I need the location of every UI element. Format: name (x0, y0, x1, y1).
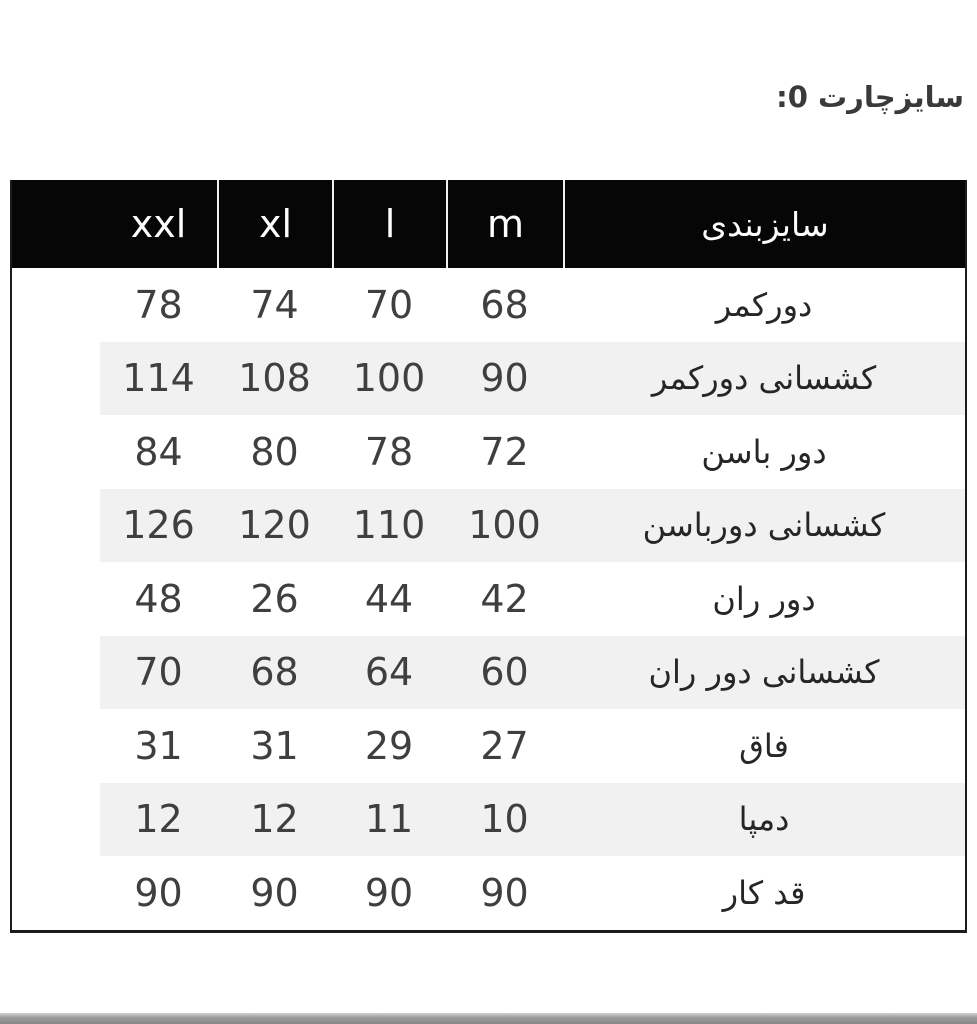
header-cell-l: l (332, 180, 446, 268)
cell-l: 64 (332, 636, 446, 710)
cell-xxl: 126 (100, 489, 217, 563)
row-label: دور ران (712, 579, 816, 618)
cell-xxl: 78 (134, 282, 183, 327)
row-label: کشسانی دورباسن (563, 489, 965, 563)
cell-m: 90 (480, 870, 529, 915)
cell-xl: 31 (250, 723, 299, 768)
cell-xl: 90 (250, 870, 299, 915)
row-label: قد کار (722, 873, 806, 912)
table-row (12, 709, 965, 783)
row-gutter (12, 636, 100, 710)
row-gutter (12, 268, 100, 342)
cell-l: 90 (364, 870, 414, 915)
table-row (12, 636, 965, 710)
page-title: سایزچارت 0: (776, 80, 964, 114)
size-chart-table (10, 180, 967, 933)
cell-m: 100 (446, 489, 563, 563)
table-row (12, 415, 965, 489)
row-gutter (12, 562, 100, 636)
cell-xxl: 12 (100, 783, 217, 857)
cell-l: 44 (364, 576, 414, 621)
cell-xxl: 31 (134, 723, 183, 768)
row-label: کشسانی دورکمر (563, 342, 965, 416)
row-label: کشسانی دور ران (563, 636, 965, 710)
row-gutter (12, 783, 100, 857)
row-gutter (12, 415, 100, 489)
cell-m: 10 (446, 783, 563, 857)
cell-l: 11 (332, 783, 446, 857)
cell-m: 42 (480, 576, 529, 621)
cell-m: 68 (480, 282, 529, 327)
cell-l: 70 (364, 282, 414, 327)
cell-xl: 80 (250, 429, 299, 474)
row-label: دورکمر (715, 285, 813, 324)
cell-l: 78 (364, 429, 414, 474)
cell-m: 60 (446, 636, 563, 710)
cell-xxl: 48 (134, 576, 183, 621)
header-cell-xxl: xxl (130, 202, 187, 246)
cell-xxl: 70 (100, 636, 217, 710)
row-label: دور باسن (701, 432, 827, 471)
row-label: فاق (739, 726, 789, 765)
cell-xl: 68 (217, 636, 332, 710)
header-cell-sizing: سایزبندی (563, 180, 965, 268)
cell-m: 27 (480, 723, 529, 768)
header-cell-xl: xl (217, 180, 332, 268)
cell-l: 29 (364, 723, 414, 768)
cell-xxl: 84 (134, 429, 183, 474)
cell-l: 110 (332, 489, 446, 563)
cell-xxl: 114 (100, 342, 217, 416)
header-cell-m: m (446, 180, 563, 268)
cell-l: 100 (332, 342, 446, 416)
table-row (12, 562, 965, 636)
table-header-row (12, 180, 965, 268)
table-row (12, 268, 965, 342)
row-gutter (12, 709, 100, 783)
cell-xxl: 90 (134, 870, 183, 915)
bottom-edge-bar (0, 1013, 977, 1024)
table-row (12, 342, 965, 416)
table-row (12, 856, 965, 930)
row-label: دمپا (563, 783, 965, 857)
cell-m: 90 (446, 342, 563, 416)
row-gutter (12, 489, 100, 563)
cell-xl: 26 (250, 576, 299, 621)
cell-xl: 108 (217, 342, 332, 416)
table-row (12, 783, 965, 857)
header-cell-gutter (12, 180, 100, 268)
cell-m: 72 (480, 429, 529, 474)
row-gutter (12, 856, 100, 930)
row-gutter (12, 342, 100, 416)
cell-xl: 120 (217, 489, 332, 563)
table-row (12, 489, 965, 563)
cell-xl: 12 (217, 783, 332, 857)
cell-xl: 74 (250, 282, 299, 327)
